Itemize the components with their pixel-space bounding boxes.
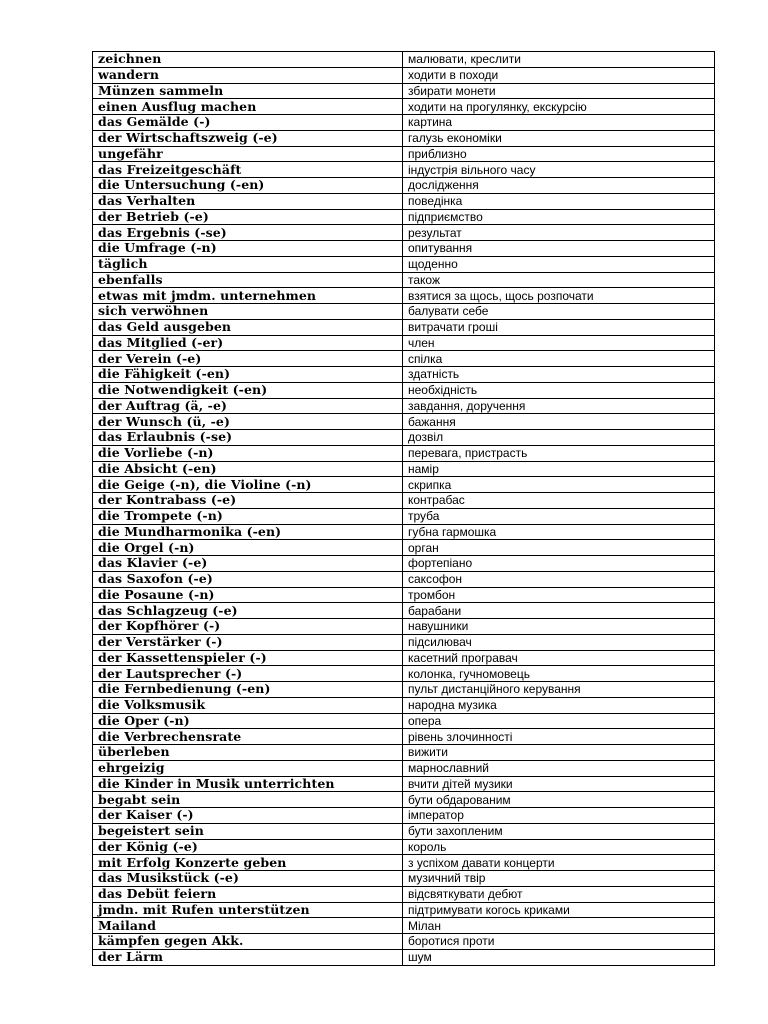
ukrainian-translation-cell: боротися проти xyxy=(403,934,715,950)
ukrainian-translation-cell: галузь економіки xyxy=(403,130,715,146)
table-row xyxy=(93,745,715,761)
german-term-cell: zeichnen xyxy=(93,52,403,68)
german-term-cell: der Kopfhörer (-) xyxy=(93,619,403,635)
table-row xyxy=(93,934,715,950)
german-term-cell: das Freizeitgeschäft xyxy=(93,162,403,178)
table-row xyxy=(93,902,715,918)
ukrainian-translation-cell: приблизно xyxy=(403,146,715,162)
ukrainian-translation-cell: поведінка xyxy=(403,193,715,209)
ukrainian-translation-cell: намір xyxy=(403,461,715,477)
table-row xyxy=(93,839,715,855)
ukrainian-translation-cell: підсилювач xyxy=(403,634,715,650)
table-row xyxy=(93,697,715,713)
ukrainian-translation-cell: колонка, гучномовець xyxy=(403,666,715,682)
table-row xyxy=(93,808,715,824)
ukrainian-translation-cell: витрачати гроші xyxy=(403,319,715,335)
german-term-cell: die Trompete (-n) xyxy=(93,508,403,524)
ukrainian-translation-cell: тромбон xyxy=(403,587,715,603)
german-term-cell: wandern xyxy=(93,67,403,83)
table-row xyxy=(93,918,715,934)
german-term-cell: die Posaune (-n) xyxy=(93,587,403,603)
table-row xyxy=(93,272,715,288)
ukrainian-translation-cell: здатність xyxy=(403,367,715,383)
german-term-cell: das Verhalten xyxy=(93,193,403,209)
ukrainian-translation-cell: бажання xyxy=(403,414,715,430)
table-row xyxy=(93,209,715,225)
ukrainian-translation-cell: імператор xyxy=(403,808,715,824)
table-row xyxy=(93,52,715,68)
german-term-cell: das Mitglied (-er) xyxy=(93,335,403,351)
ukrainian-translation-cell: опитування xyxy=(403,241,715,257)
german-term-cell: das Schlagzeug (-e) xyxy=(93,603,403,619)
german-term-cell: das Saxofon (-e) xyxy=(93,571,403,587)
table-row xyxy=(93,351,715,367)
ukrainian-translation-cell: музичний твір xyxy=(403,871,715,887)
german-term-cell: die Orgel (-n) xyxy=(93,540,403,556)
german-term-cell: die Fernbedienung (-en) xyxy=(93,682,403,698)
table-row xyxy=(93,225,715,241)
table-row xyxy=(93,713,715,729)
german-term-cell: die Fähigkeit (-en) xyxy=(93,367,403,383)
ukrainian-translation-cell: щоденно xyxy=(403,256,715,272)
table-row xyxy=(93,871,715,887)
german-term-cell: täglich xyxy=(93,256,403,272)
ukrainian-translation-cell: член xyxy=(403,335,715,351)
ukrainian-translation-cell: вижити xyxy=(403,745,715,761)
ukrainian-translation-cell: результат xyxy=(403,225,715,241)
german-term-cell: die Mundharmonika (-en) xyxy=(93,524,403,540)
table-row xyxy=(93,67,715,83)
ukrainian-translation-cell: збирати монети xyxy=(403,83,715,99)
table-row xyxy=(93,792,715,808)
table-row xyxy=(93,115,715,131)
ukrainian-translation-cell: народна музика xyxy=(403,697,715,713)
table-row xyxy=(93,603,715,619)
german-term-cell: die Notwendigkeit (-en) xyxy=(93,382,403,398)
german-term-cell: das Gemälde (-) xyxy=(93,115,403,131)
ukrainian-translation-cell: взятися за щось, щось розпочати xyxy=(403,288,715,304)
german-term-cell: die Absicht (-en) xyxy=(93,461,403,477)
ukrainian-translation-cell: підтримувати когось криками xyxy=(403,902,715,918)
german-term-cell: ungefähr xyxy=(93,146,403,162)
ukrainian-translation-cell: відсвяткувати дебют xyxy=(403,886,715,902)
table-row xyxy=(93,587,715,603)
german-term-cell: die Verbrechensrate xyxy=(93,729,403,745)
table-row xyxy=(93,682,715,698)
ukrainian-translation-cell: з успіхом давати концерти xyxy=(403,855,715,871)
ukrainian-translation-cell: необхідність xyxy=(403,382,715,398)
table-row xyxy=(93,556,715,572)
german-term-cell: sich verwöhnen xyxy=(93,304,403,320)
ukrainian-translation-cell: дозвіл xyxy=(403,430,715,446)
table-row xyxy=(93,776,715,792)
german-term-cell: der Lärm xyxy=(93,949,403,965)
ukrainian-translation-cell: малювати, креслити xyxy=(403,52,715,68)
ukrainian-translation-cell: індустрія вільного часу xyxy=(403,162,715,178)
ukrainian-translation-cell: орган xyxy=(403,540,715,556)
table-row xyxy=(93,666,715,682)
ukrainian-translation-cell: касетний програвач xyxy=(403,650,715,666)
ukrainian-translation-cell: барабани xyxy=(403,603,715,619)
table-row xyxy=(93,634,715,650)
table-row xyxy=(93,256,715,272)
german-term-cell: der Kassettenspieler (-) xyxy=(93,650,403,666)
table-row xyxy=(93,146,715,162)
german-term-cell: Münzen sammeln xyxy=(93,83,403,99)
ukrainian-translation-cell: також xyxy=(403,272,715,288)
german-term-cell: der Lautsprecher (-) xyxy=(93,666,403,682)
table-row xyxy=(93,445,715,461)
german-term-cell: kämpfen gegen Akk. xyxy=(93,934,403,950)
german-term-cell: ebenfalls xyxy=(93,272,403,288)
ukrainian-translation-cell: дослідження xyxy=(403,178,715,194)
german-term-cell: das Ergebnis (-se) xyxy=(93,225,403,241)
ukrainian-translation-cell: балувати себе xyxy=(403,304,715,320)
table-row xyxy=(93,162,715,178)
table-row xyxy=(93,193,715,209)
table-row xyxy=(93,430,715,446)
ukrainian-translation-cell: король xyxy=(403,839,715,855)
table-row xyxy=(93,729,715,745)
ukrainian-translation-cell: ходити в походи xyxy=(403,67,715,83)
german-term-cell: der Betrieb (-e) xyxy=(93,209,403,225)
table-row xyxy=(93,823,715,839)
ukrainian-translation-cell: бути захопленим xyxy=(403,823,715,839)
german-term-cell: die Kinder in Musik unterrichten xyxy=(93,776,403,792)
german-term-cell: die Oper (-n) xyxy=(93,713,403,729)
german-term-cell: der Kontrabass (-e) xyxy=(93,493,403,509)
vocabulary-table-body xyxy=(93,52,715,966)
german-term-cell: der Verstärker (-) xyxy=(93,634,403,650)
german-term-cell: die Untersuchung (-en) xyxy=(93,178,403,194)
german-term-cell: begabt sein xyxy=(93,792,403,808)
german-term-cell: begeistert sein xyxy=(93,823,403,839)
table-row xyxy=(93,83,715,99)
german-term-cell: der Wunsch (ü, -e) xyxy=(93,414,403,430)
ukrainian-translation-cell: перевага, пристрасть xyxy=(403,445,715,461)
ukrainian-translation-cell: завдання, доручення xyxy=(403,398,715,414)
german-term-cell: die Geige (-n), die Violine (-n) xyxy=(93,477,403,493)
table-row xyxy=(93,949,715,965)
table-row xyxy=(93,571,715,587)
ukrainian-translation-cell: картина xyxy=(403,115,715,131)
ukrainian-translation-cell: навушники xyxy=(403,619,715,635)
table-row xyxy=(93,304,715,320)
ukrainian-translation-cell: контрабас xyxy=(403,493,715,509)
german-term-cell: das Musikstück (-e) xyxy=(93,871,403,887)
table-row xyxy=(93,855,715,871)
german-term-cell: die Volksmusik xyxy=(93,697,403,713)
ukrainian-translation-cell: бути обдарованим xyxy=(403,792,715,808)
table-row xyxy=(93,367,715,383)
table-row xyxy=(93,99,715,115)
table-row xyxy=(93,477,715,493)
german-term-cell: einen Ausflug machen xyxy=(93,99,403,115)
table-row xyxy=(93,241,715,257)
german-term-cell: ehrgeizig xyxy=(93,760,403,776)
german-term-cell: der Verein (-e) xyxy=(93,351,403,367)
table-row xyxy=(93,508,715,524)
ukrainian-translation-cell: пульт дистанційного керування xyxy=(403,682,715,698)
ukrainian-translation-cell: спілка xyxy=(403,351,715,367)
table-row xyxy=(93,398,715,414)
table-row xyxy=(93,382,715,398)
ukrainian-translation-cell: підприємство xyxy=(403,209,715,225)
ukrainian-translation-cell: Мілан xyxy=(403,918,715,934)
german-term-cell: mit Erfolg Konzerte geben xyxy=(93,855,403,871)
german-term-cell: der Wirtschaftszweig (-e) xyxy=(93,130,403,146)
table-row xyxy=(93,760,715,776)
ukrainian-translation-cell: скрипка xyxy=(403,477,715,493)
table-row xyxy=(93,524,715,540)
german-term-cell: das Erlaubnis (-se) xyxy=(93,430,403,446)
table-row xyxy=(93,540,715,556)
table-row xyxy=(93,288,715,304)
ukrainian-translation-cell: труба xyxy=(403,508,715,524)
german-term-cell: etwas mit jmdm. unternehmen xyxy=(93,288,403,304)
ukrainian-translation-cell: губна гармошка xyxy=(403,524,715,540)
table-row xyxy=(93,650,715,666)
ukrainian-translation-cell: марнославний xyxy=(403,760,715,776)
table-row xyxy=(93,319,715,335)
ukrainian-translation-cell: ходити на прогулянку, екскурсію xyxy=(403,99,715,115)
german-term-cell: die Umfrage (-n) xyxy=(93,241,403,257)
german-term-cell: Mailand xyxy=(93,918,403,934)
german-term-cell: das Debüt feiern xyxy=(93,886,403,902)
table-row xyxy=(93,335,715,351)
ukrainian-translation-cell: саксофон xyxy=(403,571,715,587)
table-row xyxy=(93,493,715,509)
ukrainian-translation-cell: опера xyxy=(403,713,715,729)
german-term-cell: jmdn. mit Rufen unterstützen xyxy=(93,902,403,918)
table-row xyxy=(93,414,715,430)
german-term-cell: das Geld ausgeben xyxy=(93,319,403,335)
ukrainian-translation-cell: фортепіано xyxy=(403,556,715,572)
german-term-cell: der Kaiser (-) xyxy=(93,808,403,824)
german-term-cell: der König (-e) xyxy=(93,839,403,855)
german-term-cell: überleben xyxy=(93,745,403,761)
vocabulary-table xyxy=(92,51,715,966)
german-term-cell: die Vorliebe (-n) xyxy=(93,445,403,461)
ukrainian-translation-cell: вчити дітей музики xyxy=(403,776,715,792)
table-row xyxy=(93,619,715,635)
table-row xyxy=(93,178,715,194)
german-term-cell: der Auftrag (ä, -e) xyxy=(93,398,403,414)
table-row xyxy=(93,130,715,146)
table-row xyxy=(93,886,715,902)
ukrainian-translation-cell: шум xyxy=(403,949,715,965)
ukrainian-translation-cell: рівень злочинності xyxy=(403,729,715,745)
table-row xyxy=(93,461,715,477)
german-term-cell: das Klavier (-e) xyxy=(93,556,403,572)
